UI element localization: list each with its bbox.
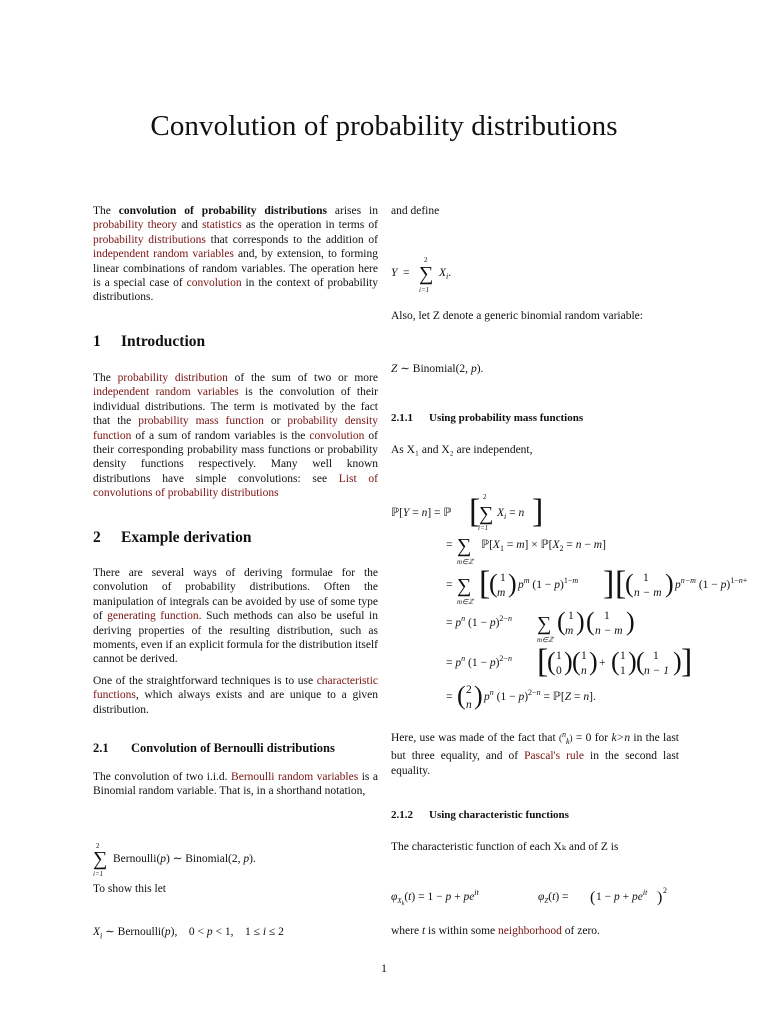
link-characteristic-functions[interactable]: characteristic functions <box>93 675 378 702</box>
sum-lower-limit: i=1 <box>478 524 489 532</box>
derivation-paragraph-2 <box>93 674 378 717</box>
bracket-left: [ <box>615 565 627 602</box>
equation-y-definition <box>391 252 491 299</box>
paren-left: ( <box>625 569 634 598</box>
subsection-number: 2.1.1 <box>391 412 413 424</box>
paren-left: ( <box>572 647 581 676</box>
link-bernoulli-random-variables[interactable]: Bernoulli random variables <box>231 771 359 783</box>
equation-line-3-tail: $p^{n-m}$ $(1 - p)^{1-}n+$ <box>675 576 748 591</box>
text: Here, use was made of the fact that <box>391 732 559 744</box>
sum-upper-limit: 2 <box>483 493 487 501</box>
equation-svg <box>391 252 491 296</box>
paren-right: ) <box>474 681 483 710</box>
link-probability-mass-function[interactable]: probability mass function <box>138 415 264 428</box>
equation-line-2: = <box>446 539 453 551</box>
text: of a sum of random variables is the <box>131 429 310 442</box>
sum-lower-limit: m∈ℤ <box>537 636 554 644</box>
text: One of the straightforward techniques is to use <box>93 675 317 687</box>
define-text <box>391 204 767 218</box>
link-probability-distribution[interactable]: probability distribution <box>117 372 228 384</box>
binom-top: 1 <box>568 610 574 622</box>
paren-right: ) <box>576 607 585 636</box>
binom-top: 1 <box>604 610 610 622</box>
text: that corresponds to the addition of <box>205 233 378 246</box>
link-convolution[interactable]: convolution <box>186 277 242 290</box>
subsection-number: 2.1.2 <box>391 809 413 821</box>
binom-bottom: n <box>581 665 587 677</box>
text: and define <box>391 205 440 217</box>
text: To show this let <box>93 883 166 895</box>
sum-symbol: ∑ <box>537 613 552 635</box>
text: or <box>263 415 288 428</box>
here-paragraph: Here, use was made of the fact that ($^n_k$) = 0 for k>n in the last but three equality, and of Pascal's rule in the second last equality. <box>391 730 679 777</box>
text: The convolution of two i.i.d. <box>93 771 232 783</box>
section-title: Example derivation <box>121 529 252 546</box>
text: Also, let Z denote a generic binomial random variable: <box>391 310 643 322</box>
sum-symbol: ∑ <box>419 263 434 285</box>
subsection-2-1-heading <box>93 741 335 756</box>
abstract-paragraph <box>93 204 378 305</box>
subsection-title: Using characteristic functions <box>429 809 569 821</box>
paren-left: ( <box>457 681 466 710</box>
equation-line-3-body: $p^m$ $(1 - p)^{1-}m$ <box>518 576 579 591</box>
link-independent-random-variables[interactable]: independent random variables <box>93 386 239 399</box>
equation-line-3: = <box>446 579 453 591</box>
bracket-right: ] <box>603 565 615 602</box>
equation-text: = <box>403 267 410 279</box>
equation-line-1: ℙ[Y = n] = ℙ <box>391 507 452 519</box>
sum-symbol: ∑ <box>93 848 108 870</box>
bracket-right: ] <box>532 493 544 530</box>
binom-top: 1 <box>500 572 506 584</box>
subsubsection-2-1-1-heading <box>391 412 583 424</box>
text: of their corresponding probability mass functions or probability density functions respectively. Many well known distributions have simple convolutions: see <box>93 429 378 485</box>
text: of the sum of two or more <box>227 372 378 384</box>
bracket-left: [ <box>469 493 481 530</box>
binom-bottom: m <box>565 625 574 637</box>
plus-sign: + <box>599 657 606 669</box>
equation-phi-x: $\varphi_Xk(t) = 1 - p + pe^{it}$ <box>391 888 479 907</box>
link-probability-theory[interactable]: probability theory <box>93 219 178 232</box>
paren-left: ( <box>611 647 620 676</box>
equation-line-1-body: $X_i = n$ <box>497 507 525 521</box>
paren-left: ( <box>557 607 566 636</box>
text: and, by extension, to forming linear combinations of random variables. The operation here is a special case of <box>93 248 378 290</box>
section-2-heading <box>93 529 251 547</box>
paren-right: ) <box>665 569 674 598</box>
binom-top: 1 <box>643 572 649 584</box>
paren-left: ( <box>586 607 595 636</box>
text: of zero. <box>561 925 600 937</box>
sum-lower-limit: m∈ℤ <box>457 558 474 566</box>
link-probability-density-function[interactable]: probability density function <box>93 415 378 442</box>
text: where <box>391 925 422 937</box>
section-title: Introduction <box>121 333 206 350</box>
text: . Such methods can also be useful in deriving properties of the resulting distribution, such as moments, even if an explicit formula for the distribution itself cannot be derived. <box>93 610 378 666</box>
page-title: Convolution of probability distributions <box>150 110 618 142</box>
text: is a Binomial random variable. That is, in a shorthand notation, <box>93 771 378 798</box>
characteristic-paragraph <box>391 840 767 854</box>
equation-svg <box>93 838 293 880</box>
paren-left: ( <box>489 569 498 598</box>
paren-left: ( <box>636 647 645 676</box>
equation-svg <box>391 488 767 710</box>
binom-bottom: n − m <box>634 587 662 599</box>
equation-line-6: = <box>446 691 453 703</box>
binom-bottom: n <box>466 699 472 710</box>
sum-lower-limit: m∈ℤ <box>457 598 474 606</box>
paren-right: ) <box>673 647 682 676</box>
paren-right: ) <box>508 569 517 598</box>
paren-right: ) <box>657 889 663 906</box>
equation-line-5: = $p^n$ $(1 - p)^{2-}n$ <box>446 654 512 669</box>
binom-bottom: 0 <box>556 665 562 677</box>
text: The <box>93 205 119 217</box>
text: , which always exists and are unique to a given distribution. <box>93 689 378 716</box>
bracket-left: [ <box>537 643 549 680</box>
independent-paragraph <box>391 443 767 457</box>
text: There are several ways of deriving formulae for the convolution of probability distributions. Often the manipulation of integrals can be avoided by use of some type of <box>93 567 378 623</box>
text: in the second last equality. <box>391 750 679 777</box>
equation-svg <box>391 884 681 910</box>
text: and <box>177 219 203 232</box>
text: in the context of probability distributions. <box>93 277 379 304</box>
equation-text: $X_i$. <box>439 267 452 281</box>
paren-left: ( <box>590 889 596 906</box>
sum-lower-limit: i=1 <box>419 286 430 294</box>
paren-left: ( <box>547 647 556 676</box>
equation-xi-definition: $X_i$ ∼ Bernoulli(p), 0 < p < 1, 1 ≤ i ≤ 2 <box>93 926 284 941</box>
equation-text: Bernoulli(p) ∼ Binomial(2, p). <box>113 853 256 865</box>
derivation-paragraph-1 <box>93 566 378 667</box>
exponent: 2 <box>663 886 667 895</box>
sum-symbol: ∑ <box>479 503 494 525</box>
link-probability-distributions[interactable]: probability distributions <box>93 233 206 246</box>
binomial-coefficient: ($^n_k$) <box>558 730 573 746</box>
text: is the convolution of their individual distributions. The term is motivated by the fact that the <box>93 386 378 428</box>
sum-symbol: ∑ <box>457 535 472 557</box>
binom-top: 2 <box>466 684 472 696</box>
subsection-number: 2.1 <box>93 741 109 755</box>
binom-bottom: m <box>497 587 506 599</box>
paren-right: ) <box>564 647 573 676</box>
link-generating-function[interactable]: generating function <box>107 610 199 623</box>
text: in the last but three equality, and of <box>391 732 679 763</box>
link-statistics[interactable]: statistics <box>202 219 242 232</box>
equation-pmf-derivation <box>391 488 767 713</box>
subsection-title: Convolution of Bernoulli distributions <box>131 741 335 755</box>
equation-bernoulli-sum <box>93 838 293 883</box>
equation-characteristic-functions <box>391 884 681 913</box>
text: t <box>421 925 426 937</box>
section-number: 1 <box>93 333 101 350</box>
show-paragraph <box>93 882 378 896</box>
page-number: 1 <box>381 961 387 975</box>
text: The <box>93 372 118 384</box>
bracket-right: ] <box>681 643 693 680</box>
text: is within some <box>425 925 499 937</box>
introduction-paragraph <box>93 371 378 501</box>
bernoulli-paragraph <box>93 770 378 799</box>
link-list-of-convolutions[interactable]: List of convolutions of probability distributions <box>93 472 378 500</box>
paren-right: ) <box>626 607 635 636</box>
text: as the operation in terms of <box>241 219 379 232</box>
binom-top: 1 <box>653 650 659 662</box>
text: The characteristic function of each Xₖ and of Z is <box>391 841 619 853</box>
binom-top: 1 <box>620 650 626 662</box>
text: for <box>591 732 612 744</box>
link-convolution[interactable]: convolution <box>309 429 365 442</box>
paren-right: ) <box>628 647 637 676</box>
binom-bottom: n − m <box>595 625 623 637</box>
sum-upper-limit: 2 <box>424 256 428 264</box>
equation-line-6-body: $p^n$ $(1 - p)^{2-}n$ = ℙ[Z = n]. <box>484 688 596 703</box>
subsection-title: Using probability mass functions <box>429 412 584 424</box>
binom-bottom: n − 1 <box>644 665 670 677</box>
equation-line-4: = $p^n$ $(1 - p)^{2-}n$ <box>446 614 512 629</box>
section-1-heading <box>93 333 205 351</box>
text: k>n <box>611 732 631 744</box>
link-independent-random-variables[interactable]: independent random variables <box>93 248 234 261</box>
binom-top: 1 <box>556 650 562 662</box>
binom-top: 1 <box>581 650 587 662</box>
text: As X₁ and X₂ are independent, <box>391 444 533 456</box>
equation-line-2-body: $ℙ[X_1 = m]$ × $ℙ[X_2 = n - m]$ <box>481 539 606 553</box>
binom-bottom: 1 <box>620 665 626 677</box>
sum-symbol: ∑ <box>457 575 472 597</box>
paren-right: ) <box>589 647 598 676</box>
bracket-left: [ <box>479 565 491 602</box>
section-number: 2 <box>93 529 101 546</box>
link-pascals-rule[interactable]: Pascal's rule <box>524 750 584 763</box>
also-paragraph <box>391 309 767 323</box>
subsubsection-2-1-2-heading <box>391 809 569 821</box>
where-paragraph <box>391 924 767 938</box>
sum-upper-limit: 2 <box>96 842 100 850</box>
sum-lower-limit: i=1 <box>93 870 104 878</box>
equation-text: Y <box>391 267 398 279</box>
equation-z-binomial: Z ∼ Binomial(2, p). <box>391 363 484 375</box>
equation-phi-z-body: $1 - p + pe^{it}$ <box>596 888 648 903</box>
link-neighborhood[interactable]: neighborhood <box>498 925 562 937</box>
term-bold: convolution of probability distributions <box>118 205 328 217</box>
text: arises in <box>327 205 378 217</box>
equation-phi-z: $\varphi_Z(t)$ = <box>538 891 569 905</box>
